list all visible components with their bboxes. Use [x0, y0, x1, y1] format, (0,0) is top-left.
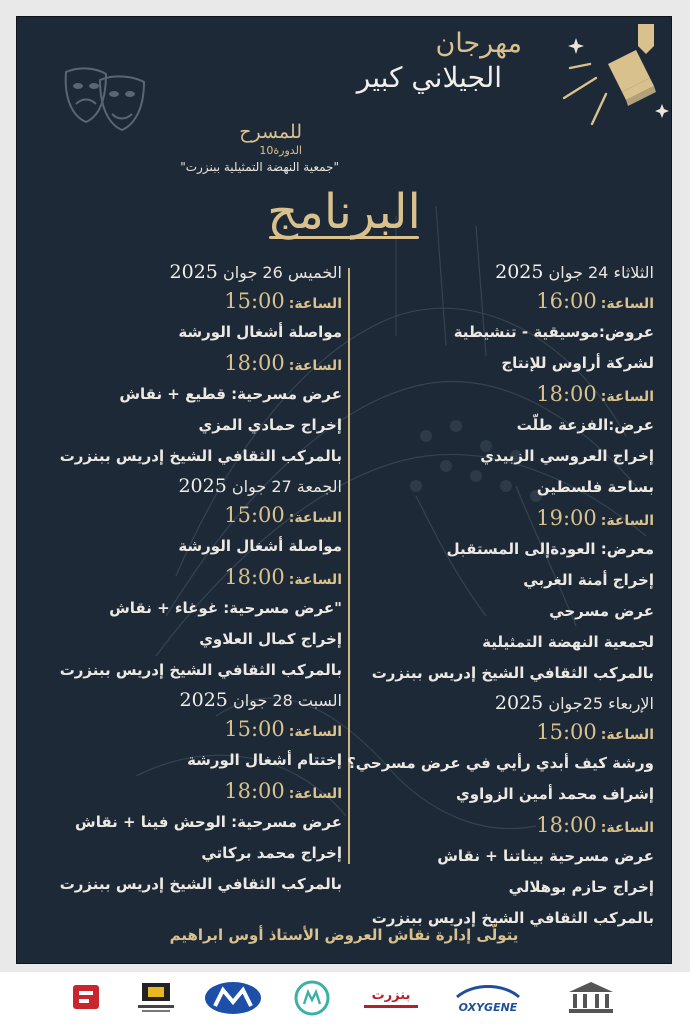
- red-emblem-icon: [69, 981, 103, 1015]
- spotlight-icon: [556, 20, 672, 136]
- schedule-event-line: عروض:موسيقية - تنشيطية: [453, 323, 654, 341]
- time-value: 15:00: [224, 289, 285, 313]
- schedule-event-line: لشركة أراوس للإنتاج: [501, 354, 654, 372]
- year-label: 2025: [169, 261, 218, 283]
- blue-m-icon: [203, 980, 263, 1016]
- sponsor-logo-teal: [284, 980, 340, 1016]
- schedule-day-heading: [354, 689, 654, 717]
- time-value: 18:00: [536, 813, 597, 837]
- time-label: الساعة:: [288, 296, 342, 312]
- festival-name: الجيلاني كبير: [356, 61, 502, 94]
- association-emblem-icon: [134, 981, 178, 1015]
- program-title-text: البرنامج: [267, 184, 421, 240]
- association-name: "جمعية النهضة التمثيلية ببنزرت": [180, 160, 339, 174]
- time-label: الساعة:: [288, 724, 342, 740]
- day-label: الخميس 26 جوان: [217, 263, 342, 282]
- schedule-time: [32, 500, 342, 531]
- schedule-event-line: بالمركب الثقافي الشيخ إدريس ببنزرت: [59, 661, 342, 679]
- schedule-column-left: [32, 258, 342, 900]
- schedule-day-heading: [32, 686, 342, 714]
- teal-circle-icon: [286, 980, 338, 1016]
- sponsor-logo-bizerte: [356, 980, 426, 1016]
- schedule-event-line: إخراج أمنة الغربي: [523, 571, 654, 589]
- schedule-event-line: بالمركب الثقافي الشيخ إدريس ببنزرت: [371, 664, 654, 682]
- bizerte-logo-stripe: [364, 1005, 418, 1008]
- time-value: 18:00: [224, 351, 285, 375]
- time-label: الساعة:: [288, 786, 342, 802]
- edition-label: الدورة10: [259, 144, 302, 157]
- year-label: 2025: [179, 689, 228, 711]
- festival-subtitle: [239, 121, 302, 157]
- schedule-event-line: عرض مسرحي: [549, 602, 654, 620]
- schedule-event-line: مواصلة أشغال الورشة: [178, 537, 342, 555]
- schedule-event-line: إخراج العروسي الزبيدي: [480, 447, 654, 465]
- time-value: 18:00: [536, 382, 597, 406]
- time-value: 15:00: [536, 720, 597, 744]
- time-value: 15:00: [224, 503, 285, 527]
- schedule-event-line: بالمركب الثقافي الشيخ إدريس ببنزرت: [371, 909, 654, 927]
- schedule-event-line: إشراف محمد أمين الزواوي: [456, 785, 654, 803]
- schedule-day-heading: [32, 472, 342, 500]
- schedule-event-line: لجمعية النهضة التمثيلية: [482, 633, 654, 651]
- schedule-event-line: مواصلة أشغال الورشة: [178, 323, 342, 341]
- schedule-time: [354, 503, 654, 534]
- sponsor-logo-ministry: [556, 980, 626, 1016]
- schedule-event-line: عرض مسرحية: قطيع + نقاش: [119, 385, 342, 403]
- schedule-day-heading: [32, 258, 342, 286]
- sponsor-logos-bar: [0, 972, 690, 1024]
- time-label: الساعة:: [600, 727, 654, 743]
- schedule-column-right: [347, 258, 654, 934]
- theatre-masks-icon: [60, 64, 150, 136]
- sponsor-logo-red: [66, 980, 106, 1016]
- year-label: 2025: [494, 692, 544, 714]
- schedule-time: [354, 286, 654, 317]
- schedule-time: [32, 286, 342, 317]
- bizerte-logo-text: بنزرت: [371, 988, 411, 1003]
- time-label: الساعة:: [288, 572, 342, 588]
- schedule-event-line: عرض:الفزعة طلّت: [516, 416, 654, 434]
- time-value: 19:00: [536, 506, 597, 530]
- schedule-event-line: ورشة كيف أبدي رأيي في عرض مسرحي؟: [347, 754, 654, 772]
- oxygene-swoosh-icon: [453, 983, 523, 1001]
- oxygene-logo-text: OXYGENE: [458, 1000, 518, 1014]
- schedule-event-line: إخراج كمال العلاوي: [199, 630, 342, 648]
- sponsor-logo-oxygene: [448, 980, 528, 1016]
- schedule-time: [354, 379, 654, 410]
- time-label: الساعة:: [600, 513, 654, 529]
- time-label: الساعة:: [600, 820, 654, 836]
- time-value: 18:00: [224, 779, 285, 803]
- day-label: السبت 28 جوان: [227, 691, 342, 710]
- schedule-time: [354, 810, 654, 841]
- schedule-event-line: بساحة فلسطين: [536, 478, 654, 496]
- sponsor-logo-association: [132, 980, 180, 1016]
- festival-word: مهرجان: [435, 28, 522, 59]
- schedule-event-line: معرض: العودةإلى المستقبل: [446, 540, 654, 558]
- time-label: الساعة:: [288, 358, 342, 374]
- schedule-time: [32, 776, 342, 807]
- schedule-event-line: عرض مسرحية بيناتنا + نقاش: [437, 847, 654, 865]
- time-label: الساعة:: [600, 389, 654, 405]
- schedule-day-heading: [354, 258, 654, 286]
- schedule-event-line: إخراج حازم بوهلالي: [508, 878, 654, 896]
- schedule-event-line: بالمركب الثقافي الشيخ إدريس ببنزرت: [59, 447, 342, 465]
- program-poster: [16, 16, 672, 964]
- sponsor-logo-blue-m: [202, 980, 264, 1016]
- year-label: 2025: [178, 475, 227, 497]
- discussion-moderator-note: يتولّى إدارة نقاش العروض الأستاذ أوس ابراهيم: [169, 926, 519, 944]
- schedule-time: [354, 717, 654, 748]
- ministry-building-icon: [563, 980, 619, 1016]
- time-label: الساعة:: [600, 296, 654, 312]
- schedule-event-line: إخراج محمد بركاتي: [201, 844, 342, 862]
- time-label: الساعة:: [288, 510, 342, 526]
- day-label: الإربعاء 25جوان: [543, 694, 654, 713]
- schedule-event-line: إختتام أشغال الورشة: [187, 751, 342, 769]
- schedule-event-line: بالمركب الثقافي الشيخ إدريس ببنزرت: [59, 875, 342, 893]
- schedule-event-line: "عرض مسرحية: غوغاء + نقاش: [109, 599, 342, 617]
- day-label: الثلاثاء 24 جوان: [543, 263, 654, 282]
- schedule-time: [32, 348, 342, 379]
- program-title: [16, 184, 672, 239]
- day-label: الجمعة 27 جوان: [226, 477, 342, 496]
- for-theatre-label: للمسرح: [239, 121, 302, 143]
- time-value: 15:00: [224, 717, 285, 741]
- schedule-time: [32, 714, 342, 745]
- festival-title: [357, 28, 522, 94]
- schedule-time: [32, 562, 342, 593]
- schedule-event-line: عرض مسرحية: الوحش فينا + نقاش: [75, 813, 342, 831]
- time-value: 16:00: [536, 289, 597, 313]
- year-label: 2025: [495, 261, 544, 283]
- time-value: 18:00: [224, 565, 285, 589]
- schedule-event-line: إخراج حمادي المزي: [198, 416, 342, 434]
